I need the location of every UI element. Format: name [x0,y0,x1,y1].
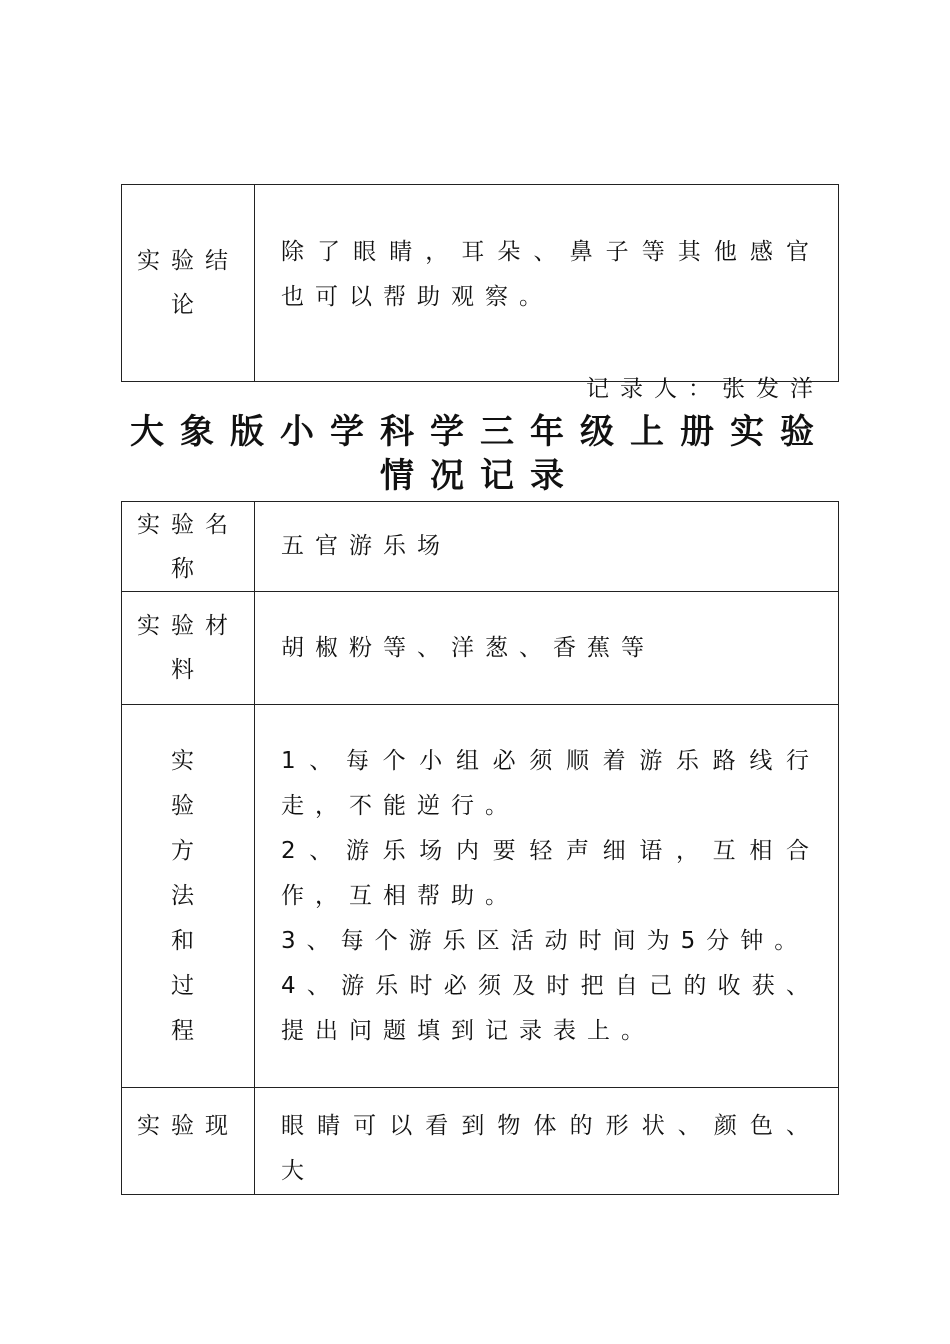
conclusion-table [121,184,839,382]
method-step: 3、每个游乐区活动时间为5分钟。 [281,927,809,954]
phenomenon-row [122,1088,839,1195]
method-step: 1、每个小组必须顺着游乐路线行走，不能逆行。 [281,747,820,819]
recorder-line: 记录人：张发洋 [586,376,824,402]
materials-label [122,592,255,705]
method-label-char: 法 [171,882,205,909]
conclusion-label-line2: 论 [171,292,205,318]
method-label [122,705,255,1088]
materials-label-line1: 实验材 [137,613,239,639]
name-label [122,502,255,592]
page-title-line1: 大象版小学科学三年级上册实验 [130,412,830,452]
conclusion-text: 除了眼睛，耳朵、鼻子等其他感官也可以帮助观察。 [255,185,839,382]
name-label-line1: 实验名 [137,511,239,538]
method-label-char: 实 [171,747,205,774]
page-title [121,410,839,498]
method-label-char: 方 [171,837,205,864]
conclusion-row [122,185,839,382]
conclusion-label-line1: 实验结 [137,248,239,274]
method-step: 4、游乐时必须及时把自己的收获、提出问题填到记录表上。 [281,972,820,1044]
materials-label-line2: 料 [171,657,205,683]
method-step: 2、游乐场内要轻声细语，互相合作，互相帮助。 [281,837,820,909]
materials-value: 胡椒粉等、洋葱、香蕉等 [255,592,839,705]
method-row [122,705,839,1088]
page-title-line2: 情况记录 [380,456,580,496]
method-label-char: 过 [171,972,205,999]
name-value: 五官游乐场 [255,502,839,592]
name-label-line2: 称 [171,555,205,582]
method-label-char: 和 [171,927,205,954]
phenomenon-value: 眼睛可以看到物体的形状、颜色、大 [255,1088,839,1195]
method-label-char: 验 [171,792,205,819]
record-table [121,501,839,1195]
conclusion-label [122,185,255,382]
name-row [122,502,839,592]
method-label-char: 程 [171,1017,205,1044]
materials-row [122,592,839,705]
method-steps [255,705,839,1088]
phenomenon-label: 实验现 [122,1088,255,1195]
